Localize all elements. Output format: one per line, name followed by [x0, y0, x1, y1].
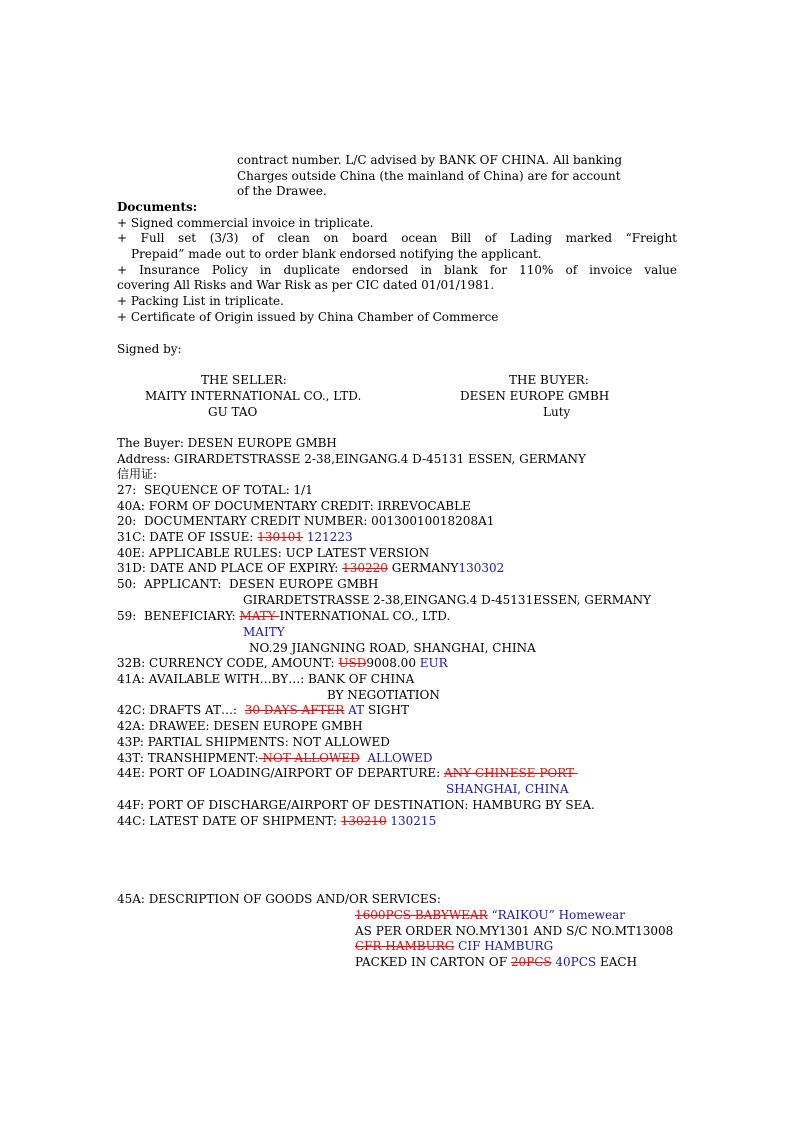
lc-field-44f: 44F: PORT OF DISCHARGE/AIRPORT OF DESTINATION: HAMBURG BY SEA.: [117, 798, 595, 812]
lc-field-59: [117, 609, 450, 624]
field-label: 44C: LATEST DATE OF SHIPMENT:: [117, 814, 341, 828]
deleted-text: 130220: [342, 561, 388, 575]
field-label: 31C: DATE OF ISSUE:: [117, 530, 258, 544]
buyer-person: Luty: [543, 405, 571, 419]
lc-field-40e: 40E: APPLICABLE RULES: UCP LATEST VERSION: [117, 546, 430, 560]
inserted-text: CIF HAMBURG: [454, 939, 554, 953]
lc-field-32b: [117, 656, 448, 671]
lc-field-59-insert: MAITY: [243, 625, 285, 639]
lc-field-31d: [117, 561, 504, 576]
documents-item-3a: + Insurance Policy in duplicate endorsed in blank for 110% of invoice value: [117, 263, 677, 277]
goods-line-1: [355, 908, 625, 923]
deleted-text: 20PCS: [510, 955, 552, 969]
lc-field-41a: 41A: AVAILABLE WITH…BY…: BANK OF CHINA: [117, 672, 415, 686]
field-text: INTERNATIONAL CO., LTD.: [279, 609, 451, 623]
inserted-text: EUR: [419, 656, 448, 670]
buyer-line: The Buyer: DESEN EUROPE GMBH: [117, 436, 337, 450]
deleted-text: MATY: [239, 609, 280, 623]
field-label: 32B: CURRENCY CODE, AMOUNT:: [117, 656, 339, 670]
deleted-text: ANY CHINESE PORT: [443, 766, 578, 780]
goods-line-4: [355, 955, 637, 970]
field-text: EACH: [596, 955, 638, 969]
lc-field-44e: [117, 766, 578, 781]
deleted-text: 130210: [340, 814, 387, 828]
documents-item-2b: Prepaid” made out to order blank endorsed notifying the applicant.: [131, 247, 542, 261]
lc-field-50-address: GIRARDETSTRASSE 2-38,EINGANG.4 D-45131ESSEN, GERMANY: [243, 593, 652, 607]
lc-field-44c: [117, 814, 436, 829]
top-line-3: of the Drawee.: [237, 184, 327, 198]
field-label: 44E: PORT OF LOADING/AIRPORT OF DEPARTURE:: [117, 766, 444, 780]
lc-field-20: 20: DOCUMENTARY CREDIT NUMBER: 00130010018208A1: [117, 514, 495, 528]
lc-field-42c: [117, 703, 409, 718]
lc-field-45a: 45A: DESCRIPTION OF GOODS AND/OR SERVICES:: [117, 892, 441, 906]
goods-line-3: [355, 939, 553, 954]
seller-person: GU TAO: [208, 405, 258, 419]
inserted-text: 130215: [386, 814, 437, 828]
inserted-text: 130302: [458, 561, 505, 575]
goods-line-2: AS PER ORDER NO.MY1301 AND S/C NO.MT13008: [355, 924, 674, 938]
buyer-title: THE BUYER:: [509, 373, 589, 387]
inserted-text: 121223: [303, 530, 353, 544]
lc-field-43p: 43P: PARTIAL SHIPMENTS: NOT ALLOWED: [117, 735, 390, 749]
deleted-text: NOT ALLOWED: [258, 751, 360, 765]
lc-field-43t: [117, 751, 433, 766]
field-text: 9008.00: [366, 656, 420, 670]
documents-item-3b: covering All Risks and War Risk as per CIC dated 01/01/1981.: [117, 278, 495, 292]
deleted-text: 30 DAYS AFTER: [244, 703, 345, 717]
buyer-name: DESEN EUROPE GMBH: [460, 389, 610, 403]
inserted-text: AT: [344, 703, 365, 717]
lc-field-40a: 40A: FORM OF DOCUMENTARY CREDIT: IRREVOCABLE: [117, 499, 471, 513]
field-text: GERMANY: [387, 561, 459, 575]
lc-field-50: 50: APPLICANT: DESEN EUROPE GMBH: [117, 577, 379, 591]
deleted-text: 1600PCS BABYWEAR: [355, 908, 488, 922]
deleted-text: CFR HAMBURG: [355, 939, 455, 953]
lc-heading: 信用证:: [117, 467, 158, 481]
lc-field-44e-insert: SHANGHAI, CHINA: [446, 782, 569, 796]
lc-field-31c: [117, 530, 353, 545]
documents-item-4: + Packing List in triplicate.: [117, 294, 284, 308]
lc-field-42a: 42A: DRAWEE: DESEN EUROPE GMBH: [117, 719, 363, 733]
field-label: 42C: DRAFTS AT…:: [117, 703, 245, 717]
top-line-2: Charges outside China (the mainland of China) are for account: [237, 169, 621, 183]
address-line: Address: GIRARDETSTRASSE 2-38,EINGANG.4 D-45131 ESSEN, GERMANY: [117, 452, 586, 466]
field-text: PACKED IN CARTON OF: [355, 955, 511, 969]
lc-field-59-address: NO.29 JIANGNING ROAD, SHANGHAI, CHINA: [249, 641, 536, 655]
documents-heading: Documents:: [117, 200, 198, 214]
documents-item-1: + Signed commercial invoice in triplicate.: [117, 216, 374, 230]
inserted-text: “RAIKOU” Homewear: [487, 908, 626, 922]
seller-name: MAITY INTERNATIONAL CO., LTD.: [145, 389, 362, 403]
signed-by-label: Signed by:: [117, 342, 182, 356]
field-label: 59: BENEFICIARY:: [117, 609, 240, 623]
field-text: SIGHT: [364, 703, 409, 717]
deleted-text: 130101: [257, 530, 304, 544]
seller-title: THE SELLER:: [201, 373, 287, 387]
inserted-text: 40PCS: [551, 955, 597, 969]
lc-field-41a-line2: BY NEGOTIATION: [327, 688, 440, 702]
documents-item-2a: + Full set (3/3) of clean on board ocean Bill of Lading marked “Freight: [117, 231, 677, 245]
inserted-text: ALLOWED: [359, 751, 433, 765]
deleted-text: USD: [338, 656, 367, 670]
field-label: 31D: DATE AND PLACE OF EXPIRY:: [117, 561, 343, 575]
field-label: 43T: TRANSHIPMENT:: [117, 751, 259, 765]
documents-item-5: + Certificate of Origin issued by China Chamber of Commerce: [117, 310, 499, 324]
top-line-1: contract number. L/C advised by BANK OF CHINA. All banking: [237, 153, 623, 167]
lc-field-27: 27: SEQUENCE OF TOTAL: 1/1: [117, 483, 313, 497]
